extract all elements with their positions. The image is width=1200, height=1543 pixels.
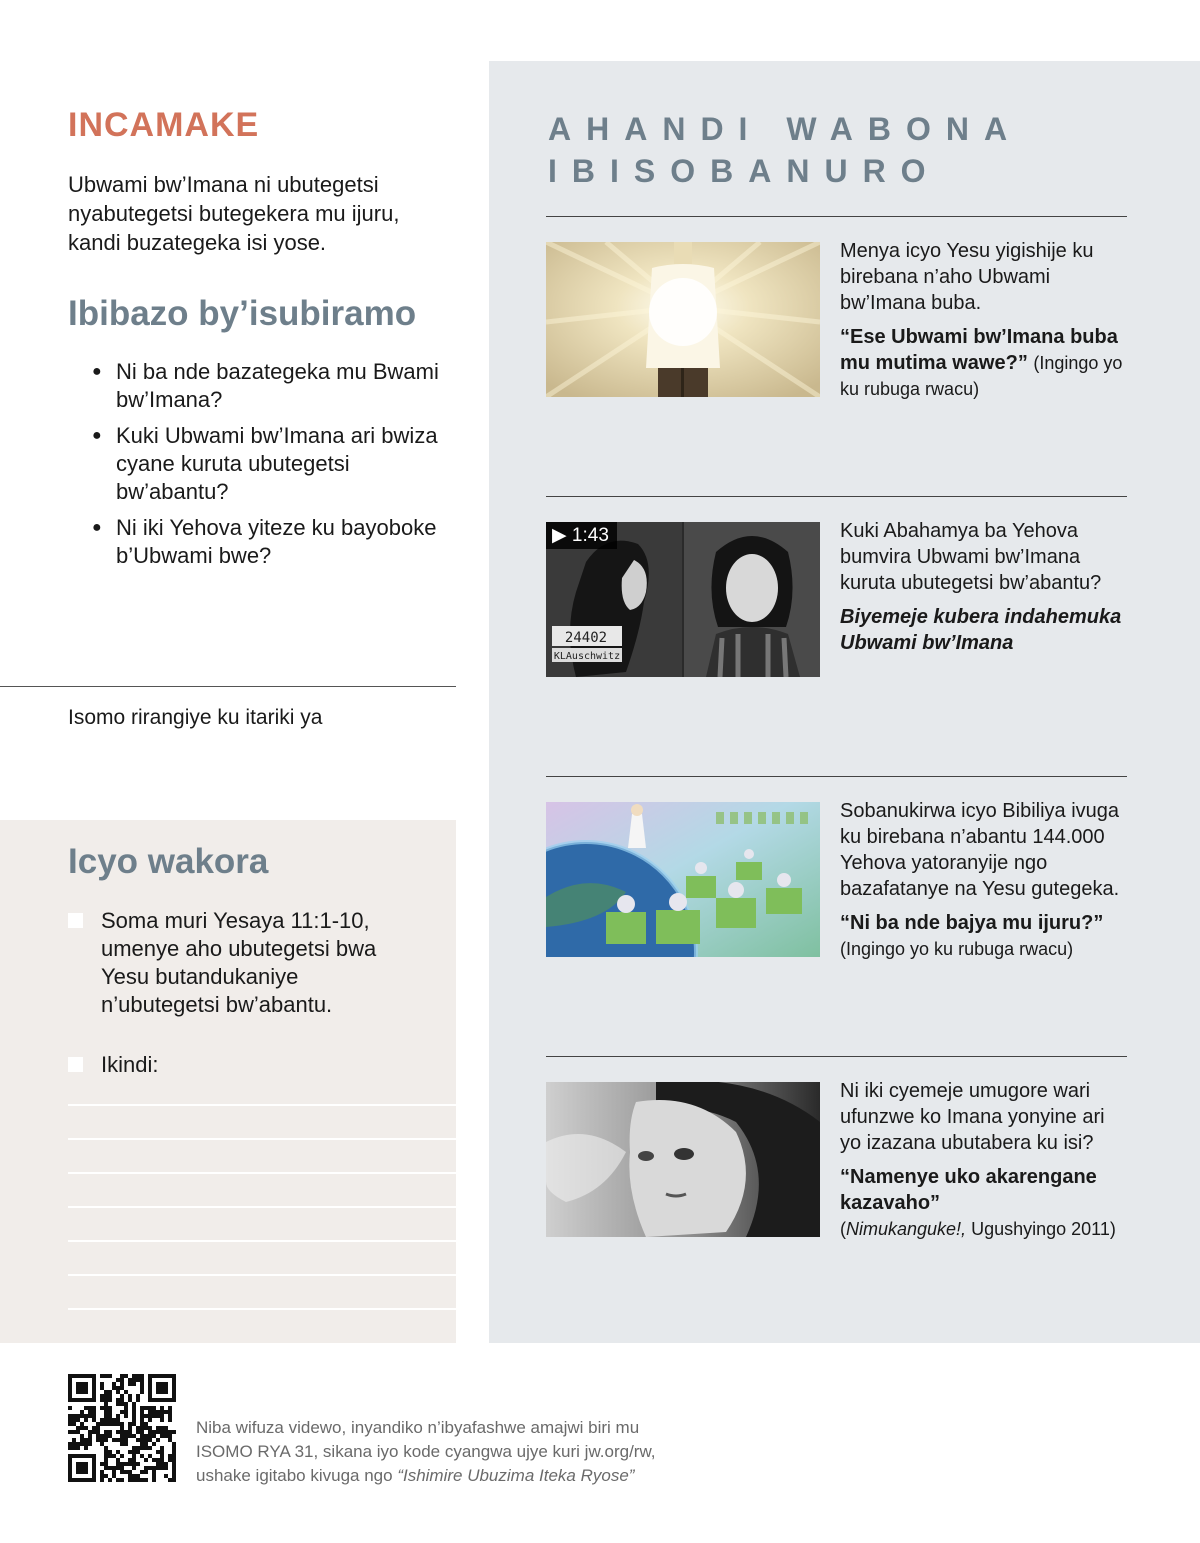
resource-link[interactable] (840, 1164, 1130, 1242)
resource-source (840, 1216, 1130, 1242)
thumbnail-radiant-man[interactable] (546, 242, 820, 397)
resource-description: Menya icyo Yesu yigishije ku birebana n’aho Ubwami bw’Imana buba. (840, 240, 1094, 314)
video-duration-badge[interactable] (546, 522, 617, 549)
resource-title[interactable]: “Namenye uko akarengane kazavaho” (840, 1166, 1097, 1214)
divider (546, 1056, 1127, 1057)
footer-line: Niba wifuza videwo, inyandiko n’ibyafashwe amajwi biri mu (196, 1418, 640, 1437)
write-line[interactable] (68, 1104, 456, 1106)
divider (546, 496, 1127, 497)
footer-note (196, 1416, 736, 1488)
video-thumbnail-mugshot[interactable] (546, 522, 820, 677)
footer-line: ISOMO RYA 31, sikana iyo kode cyangwa ujye kuri jw.org/rw, (196, 1442, 656, 1461)
write-line[interactable] (68, 1308, 456, 1310)
resource-1 (840, 238, 1130, 402)
review-question: ● Ni iki Yehova yiteze ku bayoboke b’Ubwami bwe? (92, 514, 462, 570)
thumbnail-woman-portrait[interactable] (546, 1082, 820, 1237)
checkbox[interactable] (68, 913, 83, 928)
checkbox[interactable] (68, 1057, 83, 1072)
photo-label-number: 24402 (564, 630, 608, 646)
resource-4 (840, 1078, 1130, 1242)
thumbnail-heavenly-thrones[interactable] (546, 802, 820, 957)
resource-link[interactable] (840, 324, 1130, 402)
todo-title: Icyo wakora (68, 842, 269, 881)
write-line[interactable] (68, 1274, 456, 1276)
qr-code[interactable] (68, 1374, 176, 1482)
review-title: Ibibazo by’isubiramo (68, 294, 417, 333)
review-questions (92, 358, 462, 578)
source-date: Ugushyingo 2011) (966, 1219, 1116, 1239)
summary-title: INCAMAKE (68, 106, 260, 144)
footer-line (196, 1464, 736, 1488)
more-info-title: AHANDI WABONA IBISOBANURO (548, 111, 1021, 189)
write-line[interactable] (68, 1172, 456, 1174)
write-line[interactable] (68, 1240, 456, 1242)
book-title: “Ishimire Ubuzima Iteka Ryose” (397, 1466, 635, 1485)
resource-source: (Ingingo yo ku rubuga rwacu) (840, 939, 1074, 959)
resource-3 (840, 798, 1130, 962)
review-question: ● Ni ba nde bazategeka mu Bwami bw’Imana? (92, 358, 462, 414)
photo-label-camp: KLAuschwitz (553, 651, 621, 662)
source-open-paren: ( (840, 1219, 846, 1239)
todo-item-label: Ikindi: (101, 1052, 159, 1077)
todo-item-other[interactable] (68, 1051, 398, 1079)
resource-description: Ni iki cyemeje umugore wari ufunzwe ko Imana yonyine ari yo izazana ubutabera ku isi? (840, 1080, 1105, 1154)
resource-title[interactable]: “Ni ba nde bajya mu ijuru?” (840, 912, 1104, 934)
source-publication: Nimukanguke!, (846, 1219, 967, 1239)
resource-description: Sobanukirwa icyo Bibiliya ivuga ku birebana n’abantu 144.000 Yehova yatoranyije ngo bazafatanye na Yesu gutegeka. (840, 800, 1120, 900)
video-duration: 1:43 (571, 525, 609, 546)
play-icon: ▶ (552, 525, 567, 546)
resource-source: (Ingingo yo ku rubuga rwacu) (840, 353, 1123, 399)
review-question: ● Kuki Ubwami bw’Imana ari bwiza cyane kuruta ubutegetsi bw’abantu? (92, 422, 462, 506)
completed-date-label: Isomo rirangiye ku itariki ya (68, 706, 323, 729)
divider (0, 686, 456, 687)
summary-text: Ubwami bw’Imana ni ubutegetsi nyabutegetsi butegekera mu ijuru, kandi buzategeka isi yose. (68, 172, 400, 255)
resource-title[interactable]: Biyemeje kubera indahemuka Ubwami bw’Imana (840, 606, 1122, 654)
todo-item-label: Soma muri Yesaya 11:1-10, umenye aho ubutegetsi bwa Yesu butandukaniye n’ubutegetsi bw’abantu. (101, 908, 377, 1017)
resource-title[interactable]: “Ese Ubwami bw’Imana buba mu mutima wawe?” (840, 326, 1118, 374)
resource-description: Kuki Abahamya ba Yehova bumvira Ubwami bw’Imana kuruta ubutegetsi bw’abantu? (840, 520, 1102, 594)
resource-2 (840, 518, 1130, 656)
todo-panel (0, 820, 456, 1343)
write-line[interactable] (68, 1206, 456, 1208)
todo-item-read[interactable] (68, 907, 398, 1019)
divider (546, 216, 1127, 217)
write-line[interactable] (68, 1138, 456, 1140)
resource-link[interactable] (840, 910, 1130, 962)
divider (546, 776, 1127, 777)
footer-line-text: ushake igitabo kivuga ngo (196, 1466, 398, 1485)
